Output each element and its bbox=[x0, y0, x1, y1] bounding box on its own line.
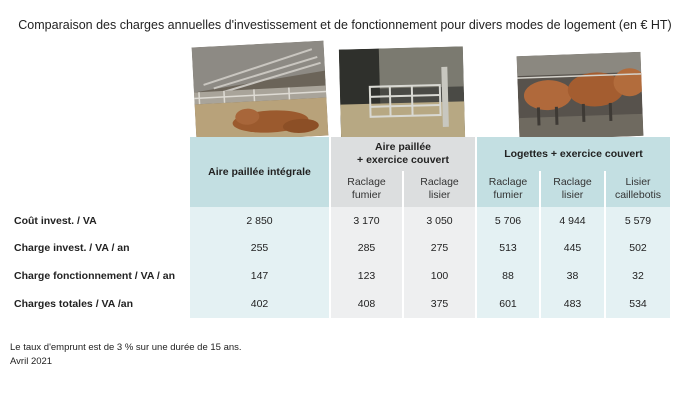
loan-rate-note: Le taux d'emprunt est de 3 % sur une durée de 15 ans. bbox=[10, 342, 242, 353]
barn-gate-straw-photo bbox=[339, 46, 465, 141]
subheader-line: Raclage bbox=[347, 176, 386, 188]
table-cell: 32 bbox=[606, 262, 670, 290]
table-row bbox=[8, 262, 670, 290]
table-cell: 285 bbox=[331, 234, 404, 262]
table-cell: 123 bbox=[331, 262, 404, 290]
table-row bbox=[8, 207, 670, 234]
header-aire-paillee-line2: + exercice couvert bbox=[357, 154, 449, 166]
row-label: Coût invest. / VA bbox=[8, 207, 190, 234]
subheader-lisier-caillebotis bbox=[606, 171, 670, 207]
table-cell: 3 170 bbox=[331, 207, 404, 234]
table-row bbox=[8, 234, 670, 262]
header-logettes-exercice: Logettes + exercice couvert bbox=[477, 137, 670, 171]
row-label: Charges totales / VA /an bbox=[8, 290, 190, 318]
row-label: Charge invest. / VA / an bbox=[8, 234, 190, 262]
table-cell: 402 bbox=[190, 290, 331, 318]
table-cell: 88 bbox=[477, 262, 541, 290]
header-aire-paillee-exercice bbox=[331, 137, 477, 171]
subheader-line: caillebotis bbox=[614, 189, 662, 201]
table-cell: 601 bbox=[477, 290, 541, 318]
subheader-line: lisier bbox=[428, 189, 451, 201]
table-cell: 483 bbox=[541, 290, 606, 318]
subheader-line: lisier bbox=[561, 189, 584, 201]
table-row bbox=[8, 290, 670, 318]
table-cell: 147 bbox=[190, 262, 331, 290]
table-cell: 445 bbox=[541, 234, 606, 262]
table-cell: 255 bbox=[190, 234, 331, 262]
table-cell: 3 050 bbox=[404, 207, 477, 234]
cows-in-stalls-photo bbox=[517, 52, 644, 140]
barn-straw-cattle-photo bbox=[192, 41, 329, 143]
table-corner bbox=[8, 137, 190, 207]
subheader-line: Lisier bbox=[625, 176, 651, 188]
page-title: Comparaison des charges annuelles d'investissement et de fonctionnement pour divers modes de logement (en € HT) bbox=[18, 18, 672, 32]
table-cell: 38 bbox=[541, 262, 606, 290]
table-cell: 513 bbox=[477, 234, 541, 262]
row-label: Charge fonctionnement / VA / an bbox=[8, 262, 190, 290]
table-cell: 408 bbox=[331, 290, 404, 318]
table-cell: 375 bbox=[404, 290, 477, 318]
subheader-raclage-lisier-1 bbox=[404, 171, 477, 207]
header-aire-paillee-integrale: Aire paillée intégrale bbox=[190, 137, 331, 207]
table-cell: 2 850 bbox=[190, 207, 331, 234]
header-aire-paillee-line1: Aire paillée bbox=[374, 141, 432, 153]
table-cell: 534 bbox=[606, 290, 670, 318]
date-note: Avril 2021 bbox=[10, 356, 53, 367]
table-cell: 5 579 bbox=[606, 207, 670, 234]
subheader-raclage-lisier-2 bbox=[541, 171, 606, 207]
subheader-line: fumier bbox=[351, 189, 382, 201]
subheader-line: Raclage bbox=[420, 176, 459, 188]
cost-comparison-table bbox=[8, 137, 670, 318]
subheader-line: Raclage bbox=[488, 176, 528, 188]
subheader-line: Raclage bbox=[553, 176, 592, 188]
table-cell: 100 bbox=[404, 262, 477, 290]
subheader-raclage-fumier-1 bbox=[331, 171, 404, 207]
subheader-line: fumier bbox=[493, 189, 523, 201]
table-cell: 5 706 bbox=[477, 207, 541, 234]
table-cell: 4 944 bbox=[541, 207, 606, 234]
table-cell: 275 bbox=[404, 234, 477, 262]
table-cell: 502 bbox=[606, 234, 670, 262]
subheader-raclage-fumier-2 bbox=[477, 171, 541, 207]
